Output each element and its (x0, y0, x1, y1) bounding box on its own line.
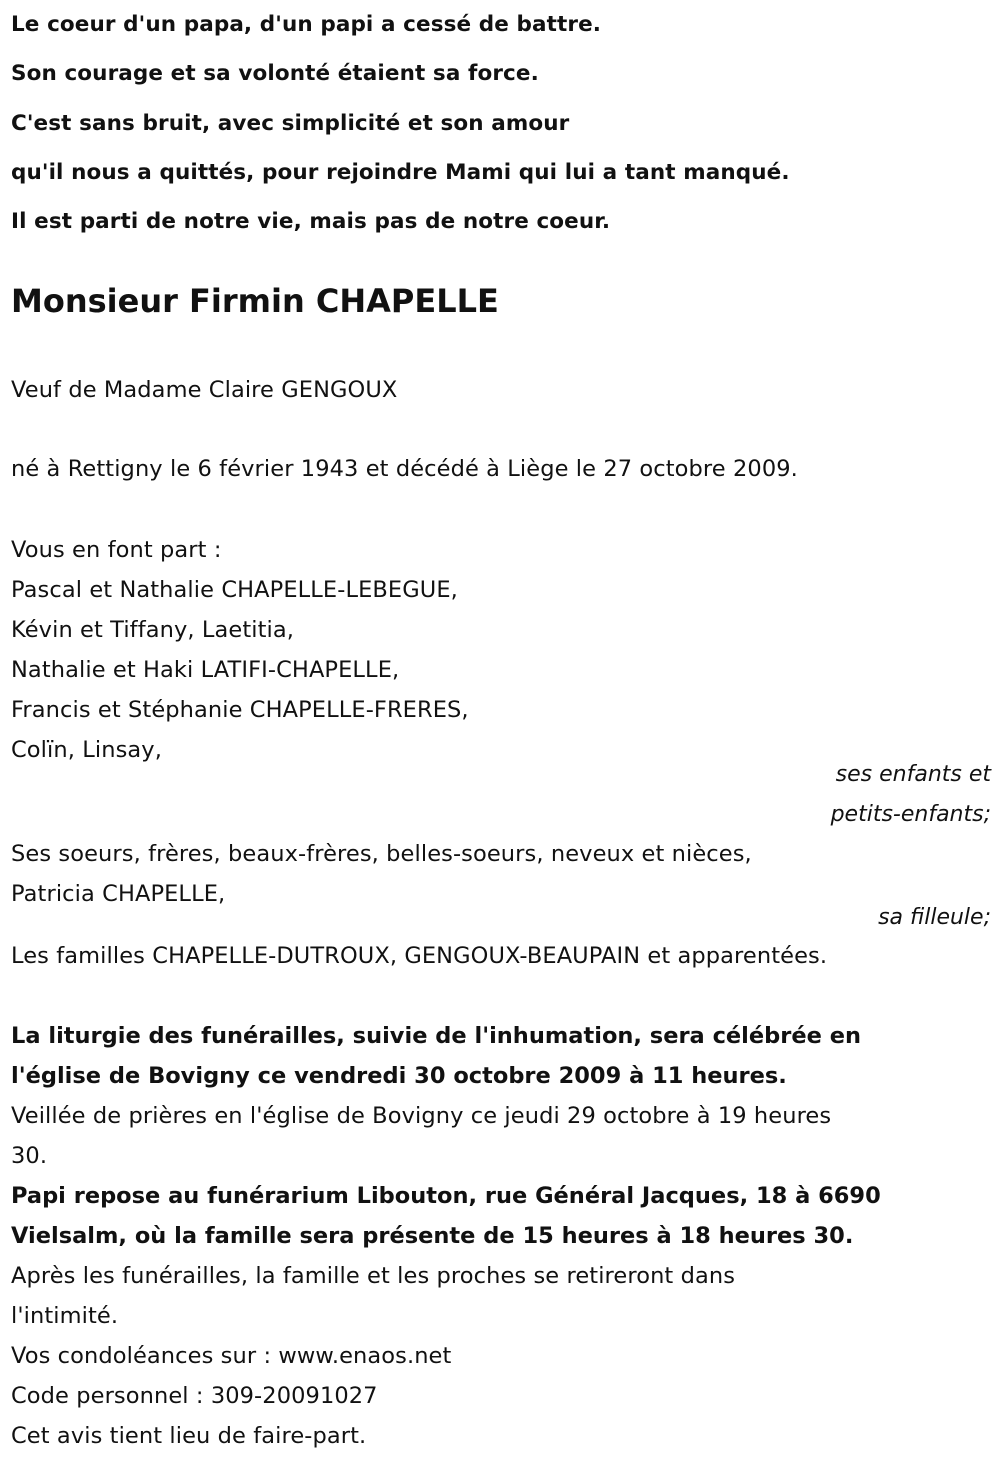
after-line: Après les funérailles, la famille et les proches se retireront dans (11, 1263, 736, 1289)
goddaughter-line: Patricia CHAPELLE, (11, 881, 226, 907)
poem-line: Le coeur d'un papa, d'un papi a cessé de battre. (11, 12, 602, 37)
families-line: Les familles CHAPELLE-DUTROUX, GENGOUX-BEAUPAIN et apparentées. (11, 943, 828, 969)
poem-line: Il est parti de notre vie, mais pas de notre coeur. (11, 209, 611, 234)
widower-of: Veuf de Madame Claire GENGOUX (11, 377, 398, 403)
poem-line: qu'il nous a quittés, pour rejoindre Mami qui lui a tant manqué. (11, 160, 790, 185)
vigil-line: Veillée de prières en l'église de Bovigny ce jeudi 29 octobre à 19 heures (11, 1103, 832, 1129)
personal-code: Code personnel : 309-20091027 (11, 1383, 378, 1409)
family-line: Nathalie et Haki LATIFI-CHAPELLE, (11, 657, 400, 683)
vigil-line: 30. (11, 1143, 48, 1169)
poem-line: C'est sans bruit, avec simplicité et son amour (11, 111, 570, 136)
notice-line: Cet avis tient lieu de faire-part. (11, 1423, 367, 1449)
children-role: ses enfants et (835, 762, 991, 787)
siblings-line: Ses soeurs, frères, beaux-frères, belles-soeurs, neveux et nièces, (11, 841, 752, 867)
poem-line: Son courage et sa volonté étaient sa force. (11, 61, 539, 86)
repose-line: Papi repose au funérarium Libouton, rue Général Jacques, 18 à 6690 (11, 1183, 881, 1209)
family-intro: Vous en font part : (11, 537, 222, 563)
liturgy-line: l'église de Bovigny ce vendredi 30 octobre 2009 à 11 heures. (11, 1063, 787, 1089)
family-line: Kévin et Tiffany, Laetitia, (11, 617, 295, 643)
condolences-line: Vos condoléances sur : www.enaos.net (11, 1343, 452, 1369)
repose-line: Vielsalm, où la famille sera présente de 15 heures à 18 heures 30. (11, 1223, 854, 1249)
family-line: Colïn, Linsay, (11, 737, 162, 763)
goddaughter-role: sa filleule; (878, 905, 991, 930)
children-role: petits-enfants; (830, 802, 991, 827)
birth-death: né à Rettigny le 6 février 1943 et décédé à Liège le 27 octobre 2009. (11, 456, 798, 482)
deceased-name: Monsieur Firmin CHAPELLE (11, 282, 499, 320)
family-line: Francis et Stéphanie CHAPELLE-FRERES, (11, 697, 469, 723)
after-line: l'intimité. (11, 1303, 119, 1329)
liturgy-line: La liturgie des funérailles, suivie de l'inhumation, sera célébrée en (11, 1023, 861, 1049)
family-line: Pascal et Nathalie CHAPELLE-LEBEGUE, (11, 577, 458, 603)
